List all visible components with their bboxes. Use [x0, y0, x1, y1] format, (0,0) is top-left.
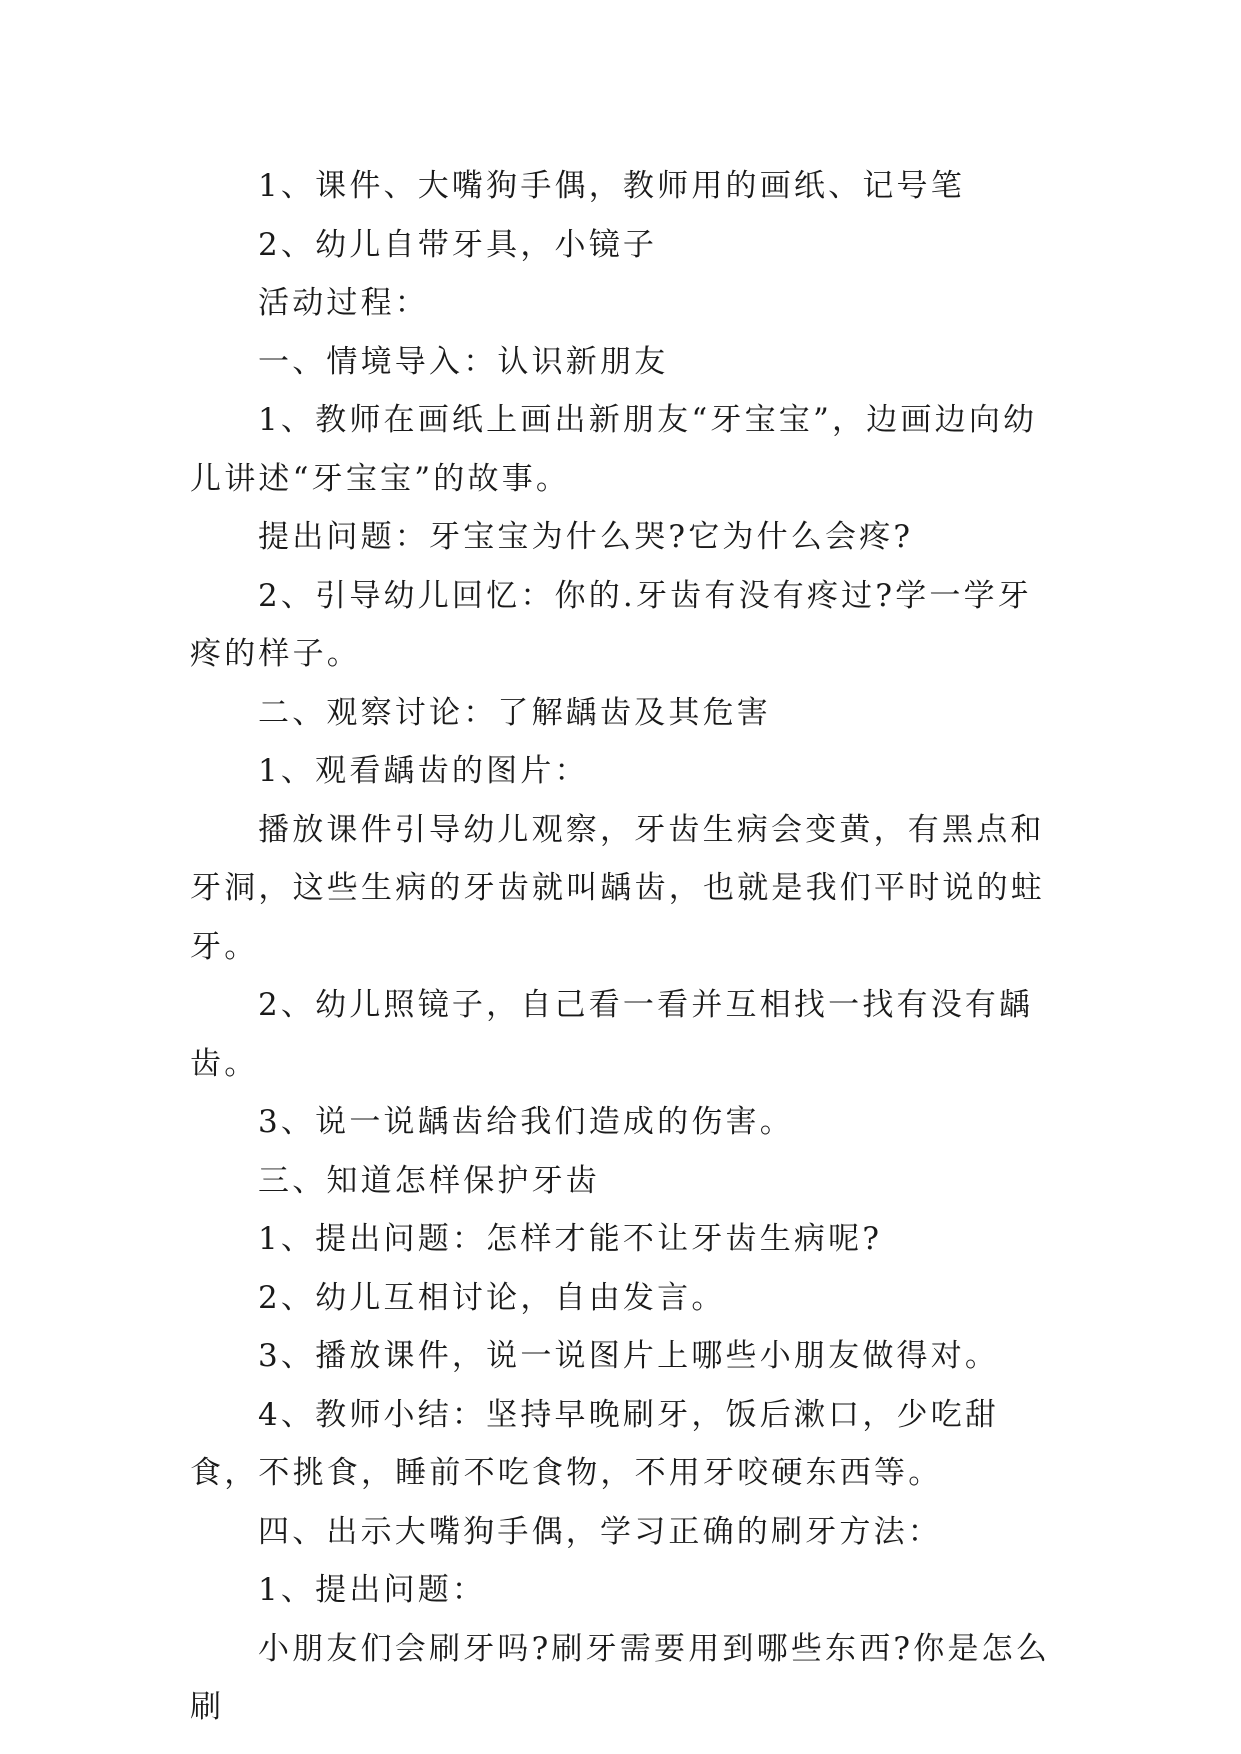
- paragraph-section-3-item-1: 1、提出问题：怎样才能不让牙齿生病呢?: [258, 1221, 883, 1257]
- paragraph-section-3-item-3: 3、播放课件，说一说图片上哪些小朋友做得对。: [258, 1338, 1000, 1374]
- paragraph-materials-1: 1、课件、大嘴狗手偶，教师用的画纸、记号笔: [258, 168, 965, 204]
- paragraph-section-2-item-3: 3、说一说龋齿给我们造成的伤害。: [258, 1104, 794, 1140]
- paragraph-section-4-item-1: 1、提出问题：: [258, 1572, 487, 1608]
- paragraph-section-4-heading: 四、出示大嘴狗手偶，学习正确的刷牙方法：: [258, 1513, 942, 1550]
- paragraph-section-2-observe: 播放课件引导幼儿观察，牙齿生病会变黄，有黑点和牙洞，这些生病的牙齿就叫龋齿，也就是我们平时说的蛀牙。: [190, 811, 1045, 965]
- paragraph-section-4-question: 小朋友们会刷牙吗?刷牙需要用到哪些东西?你是怎么刷: [190, 1630, 1051, 1725]
- paragraph-section-1-item-2: 2、引导幼儿回忆：你的.牙齿有没有疼过?学一学牙疼的样子。: [190, 577, 1032, 672]
- paragraph-section-1-item-1: 1、教师在画纸上画出新朋友“牙宝宝”，边画边向幼儿讲述“牙宝宝”的故事。: [190, 402, 1038, 497]
- paragraph-section-2-item-1: 1、观看龋齿的图片：: [258, 753, 589, 789]
- paragraph-section-3-item-2: 2、幼儿互相讨论，自由发言。: [258, 1279, 726, 1316]
- paragraph-section-3-heading: 三、知道怎样保护牙齿: [258, 1162, 600, 1199]
- paragraph-section-2-item-2: 2、幼儿照镜子，自己看一看并互相找一找有没有龋齿。: [190, 987, 1034, 1082]
- paragraph-section-1-question: 提出问题：牙宝宝为什么哭?它为什么会疼?: [258, 519, 914, 555]
- body-text: [190, 157, 1060, 1737]
- paragraph-materials-2: 2、幼儿自带牙具，小镜子: [258, 226, 658, 263]
- paragraph-section-3-item-4: 4、教师小结：坚持早晚刷牙，饭后漱口，少吃甜食，不挑食，睡前不吃食物，不用牙咬硬东西等。: [190, 1396, 1000, 1491]
- paragraph-section-1-heading: 一、情境导入：认识新朋友: [258, 343, 669, 380]
- paragraph-process-heading: 活动过程：: [258, 285, 429, 321]
- paragraph-section-2-heading: 二、观察讨论：了解龋齿及其危害: [258, 694, 771, 731]
